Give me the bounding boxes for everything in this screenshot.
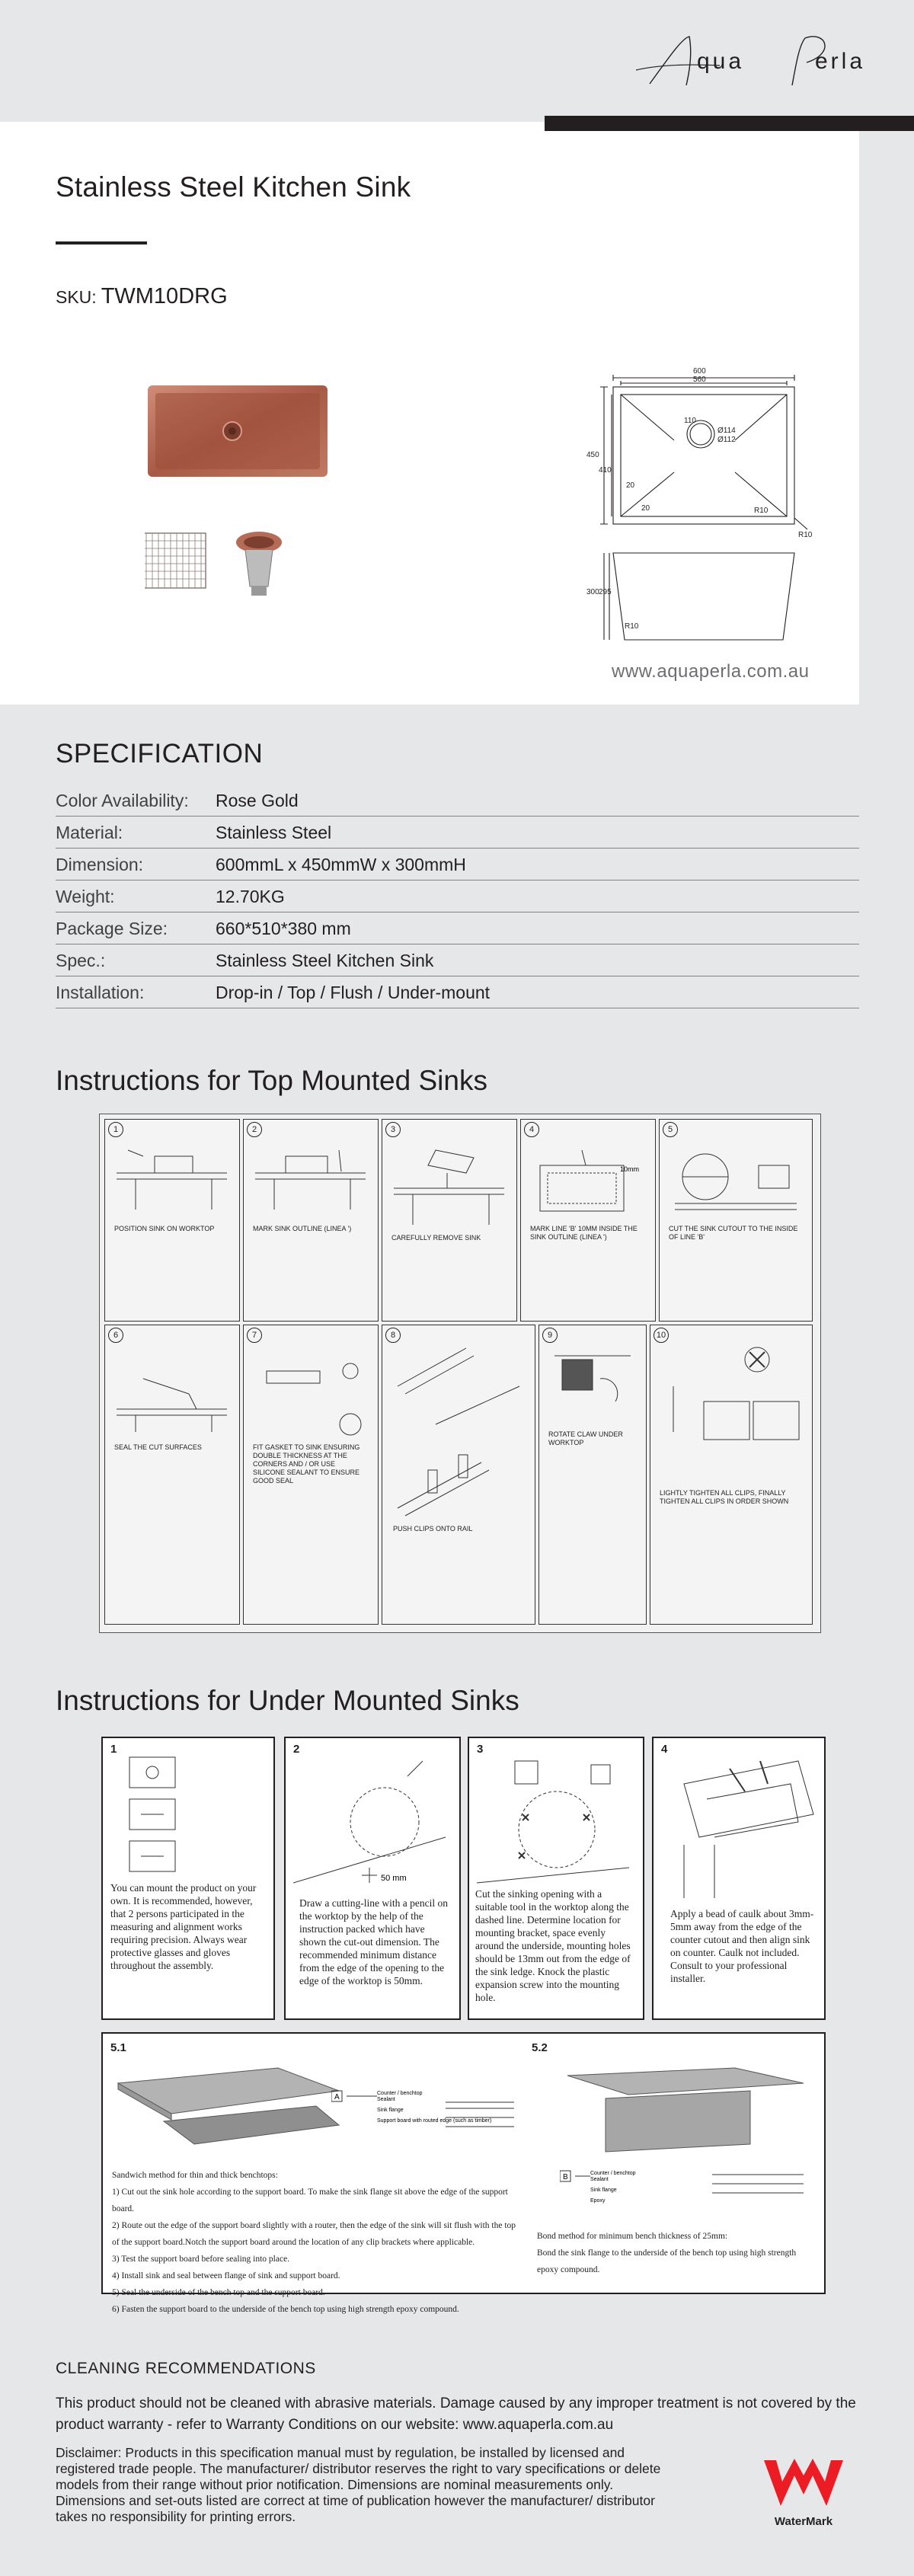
text-line: 5) Seal the underside of the bench top and the support board. (112, 2288, 325, 2297)
step-number: 2 (293, 1743, 300, 1756)
dim-560: 560 (693, 376, 706, 384)
step-number: 2 (247, 1122, 262, 1137)
top-step-6 (104, 1325, 240, 1625)
top-step-3 (382, 1119, 517, 1322)
under-mounted-heading: Instructions for Under Mounted Sinks (56, 1685, 519, 1716)
title-underline (56, 241, 147, 244)
step-text: You can mount the product on your own. It is recommended, however, that 2 persons participated in the measuring and alignment works requiring precision. Always wear protective glasses and gloves throughout the assembly. (110, 1882, 257, 1971)
sku-value: TWM10DRG (101, 284, 228, 308)
step-number: 7 (247, 1328, 262, 1343)
spec-label: Dimension: (56, 855, 144, 874)
dim-300: 300 (586, 588, 599, 596)
step-number: 3 (477, 1743, 484, 1756)
callout: Sealant (377, 2097, 395, 2102)
top-step-2 (243, 1119, 379, 1322)
top-step-8 (382, 1325, 535, 1625)
text-line: Bond the sink flange to the underside of the bench top using high strength epoxy compound. (537, 2248, 797, 2274)
top-step-1 (104, 1119, 240, 1322)
callout: Counter / benchtop (377, 2091, 423, 2096)
dim-20b: 20 (641, 504, 650, 513)
text-line: 3) Test the support board before sealing into place. (112, 2255, 290, 2264)
label-b: B (563, 2173, 568, 2181)
sink-grid-photo (145, 533, 206, 588)
callout: Sink flange (590, 2188, 617, 2193)
step-5-1-text (112, 2167, 523, 2318)
strainer-photo (236, 532, 282, 596)
callout: Counter / benchtop (590, 2171, 636, 2176)
step-2-dim: 50 mm (381, 1874, 407, 1883)
spec-label: Installation: (56, 983, 145, 1002)
step-text: CUT THE SINK CUTOUT TO THE INSIDE OF LINE 'B' (669, 1225, 798, 1241)
spec-value: 660*510*380 mm (216, 919, 351, 938)
step-number: 4 (524, 1122, 539, 1137)
spec-row-weight (56, 881, 859, 912)
svg-text:qua: qua (697, 49, 745, 74)
watermark-label: WaterMark (774, 2515, 833, 2528)
step-4-illustration (661, 1753, 821, 1906)
under-step-5 (101, 2032, 826, 2314)
spec-value: 600mmL x 450mmW x 300mmH (216, 855, 466, 874)
step-text: MARK LINE 'B' 10MM INSIDE THE SINK OUTLINE (LINEA ') (530, 1225, 638, 1241)
spec-value: Rose Gold (216, 791, 299, 810)
dim-r10b: R10 (798, 531, 813, 539)
step-6-illustration (113, 1348, 232, 1432)
step-number: 10 (654, 1328, 669, 1343)
step-5-2-illustration (560, 2060, 811, 2159)
spec-row-installation (56, 976, 859, 1008)
svg-text:erla: erla (815, 49, 866, 74)
dim-112: Ø112 (717, 436, 736, 444)
step-2-illustration (293, 1753, 453, 1890)
top-step-7 (243, 1325, 379, 1625)
detail-b (560, 2167, 811, 2220)
spec-value: 12.70KG (216, 887, 285, 906)
step-3-illustration (477, 1753, 637, 1890)
spec-label: Spec.: (56, 951, 106, 970)
callout: Sealant (590, 2177, 609, 2182)
step-number: 5 (663, 1122, 678, 1137)
step-number: 8 (385, 1328, 401, 1343)
website-url[interactable]: www.aquaperla.com.au (612, 661, 810, 682)
top-step-9 (538, 1325, 647, 1625)
step-5-2-number: 5.2 (532, 2041, 548, 2054)
step-1-tools-illustration (126, 1753, 187, 1883)
label-a: A (334, 2093, 340, 2101)
under-step-2 (284, 1737, 461, 2020)
text-line: 2) Route out the edge of the support board slightly with a router, then the edge of the sink will sit flush with the top of the support board.Notch the support board around the location of any clip brackets where applicable. (112, 2221, 516, 2247)
page-title: Stainless Steel Kitchen Sink (56, 171, 411, 203)
text-line: Bond method for minimum bench thickness of 25mm: (537, 2232, 728, 2241)
step-9-illustration (547, 1341, 638, 1417)
cleaning-heading: CLEANING RECOMMENDATIONS (56, 2360, 316, 2377)
spec-row-color (56, 785, 859, 817)
step-1-illustration (113, 1143, 232, 1211)
top-step-4 (520, 1119, 656, 1322)
step-4-illustration (529, 1143, 647, 1219)
spec-heading: SPECIFICATION (56, 739, 264, 769)
callout: Epoxy (590, 2198, 606, 2204)
watermark-logo (758, 2453, 849, 2529)
disclaimer: Disclaimer: Products in this specification manual must by regulation, be installed by licensed and registered trade people. The manufacturer/ distributor reserves the right to vary specifications or delete models from their range without prior notification. Dimensions are nominal measurements only. Dimensions and set-outs listed are correct at time of publication however the manufacturer/ distributor takes no responsibility for printing errors. (56, 2445, 661, 2524)
step-text: POSITION SINK ON WORKTOP (114, 1225, 215, 1232)
text-line: 4) Install sink and seal between flange of sink and support board. (112, 2271, 340, 2280)
cleaning-text: This product should not be cleaned with abrasive materials. Damage caused by any improper treatment is not covered by the product warranty - refer to Warranty Conditions on our website: www.aquaperla.com.au (56, 2395, 856, 2433)
step-10-illustration (658, 1341, 807, 1478)
dim-20a: 20 (626, 481, 635, 490)
dim-r10c: R10 (625, 622, 639, 631)
step-5-illustration (667, 1143, 804, 1219)
spec-value: Stainless Steel (216, 823, 332, 842)
callout: Sink flange (377, 2108, 404, 2113)
text-line: Sandwich method for thin and thick benchtops: (112, 2171, 278, 2180)
step-text: SEAL THE CUT SURFACES (114, 1443, 202, 1451)
spec-row-material (56, 817, 859, 849)
step-text: MARK SINK OUTLINE (LINEA ') (253, 1225, 352, 1232)
dim-410: 410 (599, 466, 612, 475)
step-4-dim: 10mm (620, 1165, 640, 1173)
top-step-5 (659, 1119, 813, 1322)
product-images (145, 381, 343, 617)
spec-table (56, 785, 859, 1008)
spec-label: Color Availability: (56, 791, 189, 810)
step-text: PUSH CLIPS ONTO RAIL (393, 1525, 473, 1532)
step-8-illustration (390, 1341, 527, 1523)
under-step-4 (652, 1737, 826, 2020)
text-line: 6) Fasten the support board to the underside of the bench top using high strength epoxy compound. (112, 2305, 459, 2314)
dimension-drawing (556, 358, 823, 647)
spec-row-package (56, 912, 859, 944)
sku-label: SKU: (56, 287, 97, 307)
spec-value: Drop-in / Top / Flush / Under-mount (216, 983, 491, 1002)
dim-450: 450 (586, 451, 599, 459)
step-text: Cut the sinking opening with a suitable tool in the worktop along the dashed line. Determine location for mounting bracket, space evenly around the underside, mounting holes should be 13mm out from the edge of the sink ledge. Knock the plastic expansion screw into the mounting hole. (475, 1888, 631, 2003)
step-number: 9 (542, 1328, 558, 1343)
spec-label: Weight: (56, 887, 115, 906)
step-text: FIT GASKET TO SINK ENSURING DOUBLE THICKNESS AT THE CORNERS AND / OR USE SILICONE SEALANT TO ENSURE GOOD SEAL (253, 1443, 360, 1485)
spec-label: Material: (56, 823, 123, 842)
dim-600: 600 (693, 367, 706, 376)
step-number: 4 (661, 1743, 668, 1756)
callout: Support board with routed edge (such as timber) (377, 2118, 492, 2124)
step-text: Apply a bead of caulk about 3mm-5mm away from the edge of the counter cutout and then align sink on counter. Caulk not included. Consult to your professional installer. (670, 1908, 814, 1984)
step-number: 3 (385, 1122, 401, 1137)
step-number: 6 (108, 1328, 123, 1343)
step-5-1-number: 5.1 (110, 2041, 126, 2054)
header-bar (545, 116, 914, 131)
dim-110: 110 (684, 417, 696, 425)
spec-label: Package Size: (56, 919, 168, 938)
dim-295: 295 (599, 588, 612, 596)
step-text: ROTATE CLAW UNDER WORKTOP (548, 1430, 623, 1446)
top-mounted-panel (99, 1114, 821, 1633)
top-mounted-heading: Instructions for Top Mounted Sinks (56, 1065, 487, 1096)
under-step-3 (468, 1737, 644, 2020)
step-number: 1 (108, 1122, 123, 1137)
spec-row-dimension (56, 849, 859, 881)
step-text: CAREFULLY REMOVE SINK (391, 1234, 481, 1242)
step-number: 1 (110, 1743, 117, 1756)
spec-row-spec (56, 944, 859, 976)
brand-logo (636, 30, 903, 91)
step-3-illustration (390, 1143, 509, 1226)
spec-value: Stainless Steel Kitchen Sink (216, 951, 434, 970)
top-step-10 (650, 1325, 813, 1625)
step-5-2-text (537, 2228, 811, 2278)
under-step-1 (101, 1737, 275, 2020)
sku (56, 284, 228, 309)
dim-114: Ø114 (717, 427, 736, 435)
step-text: LIGHTLY TIGHTEN ALL CLIPS, FINALLY TIGHTEN ALL CLIPS IN ORDER SHOWN (660, 1489, 789, 1505)
detail-a (331, 2087, 529, 2156)
step-7-illustration (251, 1348, 370, 1440)
step-text: Draw a cutting-line with a pencil on the worktop by the help of the instruction packed which have shown the cut-out dimension. The recommended minimum distance from the edge of the opening to the edge of the worktop is 50mm. (299, 1897, 448, 1986)
text-line: 1) Cut out the sink hole according to the support board. To make the sink flange sit above the edge of the support board. (112, 2188, 508, 2213)
dim-r10a: R10 (754, 507, 769, 515)
step-2-illustration (251, 1143, 370, 1211)
